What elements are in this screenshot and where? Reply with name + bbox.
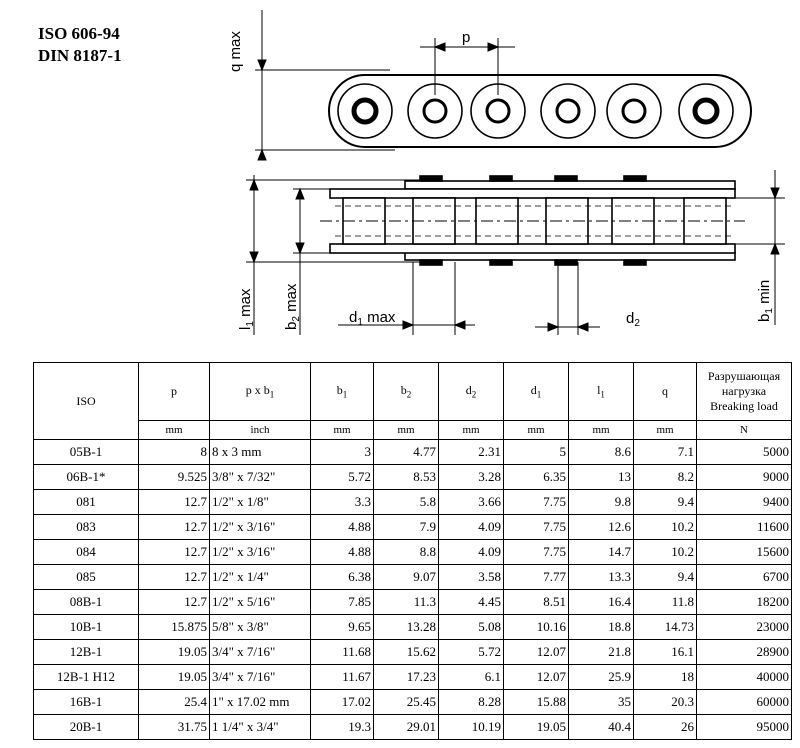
col-d1: $d_1$ — [504, 363, 569, 421]
cell-p: 9.525 — [139, 465, 210, 490]
cell-l1: 13.3 — [569, 565, 634, 590]
cell-d2: 8.28 — [439, 690, 504, 715]
cell-pb: 3/4" x 7/16" — [210, 665, 311, 690]
cell-load: 40000 — [697, 665, 792, 690]
col-d2: $d_2$ — [439, 363, 504, 421]
chain-spec-table — [33, 362, 792, 740]
cell-b1: 4.88 — [311, 540, 374, 565]
table-row — [34, 665, 792, 690]
cell-b2: 29.01 — [374, 715, 439, 740]
cell-pb: 1/2" x 3/16" — [210, 540, 311, 565]
cell-pb: 1/2" x 1/8" — [210, 490, 311, 515]
cell-q: 8.2 — [634, 465, 697, 490]
cell-b1: 19.3 — [311, 715, 374, 740]
table-row — [34, 515, 792, 540]
dimension-d2 — [535, 262, 600, 335]
cell-iso: 081 — [34, 490, 139, 515]
cell-pb: 1" x 17.02 mm — [210, 690, 311, 715]
cell-d2: 10.19 — [439, 715, 504, 740]
cell-b2: 15.62 — [374, 640, 439, 665]
cell-d1: 8.51 — [504, 590, 569, 615]
cell-p: 8 — [139, 440, 210, 465]
cell-d2: 6.1 — [439, 665, 504, 690]
cell-l1: 14.7 — [569, 540, 634, 565]
cell-l1: 40.4 — [569, 715, 634, 740]
cell-b1: 3 — [311, 440, 374, 465]
cell-b1: 6.38 — [311, 565, 374, 590]
table-row — [34, 590, 792, 615]
cell-d1: 5 — [504, 440, 569, 465]
cell-d1: 10.16 — [504, 615, 569, 640]
cell-iso: 20B-1 — [34, 715, 139, 740]
cell-q: 18 — [634, 665, 697, 690]
cell-p: 12.7 — [139, 540, 210, 565]
cell-l1: 21.8 — [569, 640, 634, 665]
cell-pb: 3/8" x 7/32" — [210, 465, 311, 490]
col-pxb1: p x $b_1$ — [210, 363, 311, 421]
table-row — [34, 565, 792, 590]
col-q: q — [634, 363, 697, 421]
cell-q: 14.73 — [634, 615, 697, 640]
standard-din: DIN 8187-1 — [38, 46, 122, 65]
cell-load: 18200 — [697, 590, 792, 615]
cell-b2: 11.3 — [374, 590, 439, 615]
col-breaking-load: Разрушающая нагрузка Breaking load — [697, 363, 792, 421]
cell-l1: 9.8 — [569, 490, 634, 515]
table-row — [34, 440, 792, 465]
cell-q: 20.3 — [634, 690, 697, 715]
cell-b1: 17.02 — [311, 690, 374, 715]
cell-b1: 11.68 — [311, 640, 374, 665]
label-b2-max: $b_2$ max — [283, 283, 302, 330]
cell-iso: 08B-1 — [34, 590, 139, 615]
unit-pxb1: inch — [210, 421, 311, 440]
table-row — [34, 715, 792, 740]
cell-load: 9000 — [697, 465, 792, 490]
cell-d2: 3.58 — [439, 565, 504, 590]
table-row — [34, 640, 792, 665]
cell-iso: 085 — [34, 565, 139, 590]
table-row — [34, 490, 792, 515]
cell-pb: 1/2" x 5/16" — [210, 590, 311, 615]
cell-l1: 12.6 — [569, 515, 634, 540]
cell-q: 9.4 — [634, 490, 697, 515]
cell-d2: 4.09 — [439, 540, 504, 565]
cell-d2: 4.45 — [439, 590, 504, 615]
label-p: p — [462, 29, 471, 46]
cell-p: 12.7 — [139, 565, 210, 590]
unit-p: mm — [139, 421, 210, 440]
cell-q: 11.8 — [634, 590, 697, 615]
cell-d2: 4.09 — [439, 515, 504, 540]
unit-q: mm — [634, 421, 697, 440]
cell-d1: 6.35 — [504, 465, 569, 490]
cell-l1: 16.4 — [569, 590, 634, 615]
cell-b1: 7.85 — [311, 590, 374, 615]
cell-b2: 25.45 — [374, 690, 439, 715]
chain-top-view — [320, 176, 745, 265]
cell-load: 9400 — [697, 490, 792, 515]
cell-b2: 4.77 — [374, 440, 439, 465]
cell-p: 12.7 — [139, 515, 210, 540]
cell-pb: 8 x 3 mm — [210, 440, 311, 465]
cell-l1: 35 — [569, 690, 634, 715]
cell-l1: 8.6 — [569, 440, 634, 465]
cell-b1: 11.67 — [311, 665, 374, 690]
table-row — [34, 540, 792, 565]
cell-load: 6700 — [697, 565, 792, 590]
cell-d2: 2.31 — [439, 440, 504, 465]
cell-b1: 4.88 — [311, 515, 374, 540]
unit-load: N — [697, 421, 792, 440]
cell-d1: 7.75 — [504, 515, 569, 540]
cell-d1: 12.07 — [504, 665, 569, 690]
cell-load: 60000 — [697, 690, 792, 715]
cell-d2: 5.72 — [439, 640, 504, 665]
unit-b1: mm — [311, 421, 374, 440]
cell-q: 10.2 — [634, 540, 697, 565]
col-p: p — [139, 363, 210, 421]
cell-b2: 7.9 — [374, 515, 439, 540]
cell-b2: 8.53 — [374, 465, 439, 490]
cell-iso: 12B-1 — [34, 640, 139, 665]
cell-iso: 06B-1* — [34, 465, 139, 490]
cell-d2: 3.28 — [439, 465, 504, 490]
col-b1: $b_1$ — [311, 363, 374, 421]
table-row — [34, 465, 792, 490]
col-iso: ISO — [34, 363, 139, 440]
cell-d1: 12.07 — [504, 640, 569, 665]
unit-l1: mm — [569, 421, 634, 440]
cell-b2: 13.28 — [374, 615, 439, 640]
cell-b2: 9.07 — [374, 565, 439, 590]
cell-q: 10.2 — [634, 515, 697, 540]
table-row — [34, 615, 792, 640]
cell-p: 25.4 — [139, 690, 210, 715]
cell-pb: 3/4" x 7/16" — [210, 640, 311, 665]
cell-p: 12.7 — [139, 590, 210, 615]
cell-b2: 8.8 — [374, 540, 439, 565]
cell-iso: 10B-1 — [34, 615, 139, 640]
chain-drawing — [0, 0, 800, 355]
standard-iso: ISO 606-94 — [38, 24, 120, 43]
cell-p: 19.05 — [139, 665, 210, 690]
cell-q: 16.1 — [634, 640, 697, 665]
cell-b2: 17.23 — [374, 665, 439, 690]
table-row — [34, 690, 792, 715]
label-d1-max: $d_1$ max — [349, 309, 396, 328]
cell-d1: 15.88 — [504, 690, 569, 715]
table-body — [34, 440, 792, 740]
cell-p: 19.05 — [139, 640, 210, 665]
cell-d2: 5.08 — [439, 615, 504, 640]
unit-b2: mm — [374, 421, 439, 440]
col-l1: $l_1$ — [569, 363, 634, 421]
label-b1-min: $b_1$ min — [756, 279, 775, 322]
cell-iso: 16B-1 — [34, 690, 139, 715]
cell-q: 7.1 — [634, 440, 697, 465]
cell-d1: 7.75 — [504, 540, 569, 565]
cell-load: 28900 — [697, 640, 792, 665]
cell-q: 9.4 — [634, 565, 697, 590]
cell-d1: 19.05 — [504, 715, 569, 740]
cell-load: 15600 — [697, 540, 792, 565]
cell-iso: 05B-1 — [34, 440, 139, 465]
cell-q: 26 — [634, 715, 697, 740]
cell-l1: 18.8 — [569, 615, 634, 640]
cell-l1: 13 — [569, 465, 634, 490]
cell-d2: 3.66 — [439, 490, 504, 515]
unit-d1: mm — [504, 421, 569, 440]
cell-load: 5000 — [697, 440, 792, 465]
label-l1-max: $l_1$ max — [237, 288, 256, 330]
cell-pb: 1/2" x 3/16" — [210, 515, 311, 540]
label-d2: $d_2$ — [626, 310, 640, 329]
cell-p: 12.7 — [139, 490, 210, 515]
cell-iso: 083 — [34, 515, 139, 540]
cell-iso: 084 — [34, 540, 139, 565]
cell-pb: 5/8" x 3/8" — [210, 615, 311, 640]
cell-load: 23000 — [697, 615, 792, 640]
label-q-max: q max — [227, 31, 244, 72]
cell-d1: 7.77 — [504, 565, 569, 590]
cell-pb: 1/2" x 1/4" — [210, 565, 311, 590]
cell-load: 95000 — [697, 715, 792, 740]
cell-p: 31.75 — [139, 715, 210, 740]
cell-b2: 5.8 — [374, 490, 439, 515]
unit-d2: mm — [439, 421, 504, 440]
cell-iso: 12B-1 H12 — [34, 665, 139, 690]
cell-b1: 3.3 — [311, 490, 374, 515]
cell-b1: 9.65 — [311, 615, 374, 640]
cell-pb: 1 1/4" x 3/4" — [210, 715, 311, 740]
col-b2: $b_2$ — [374, 363, 439, 421]
cell-l1: 25.9 — [569, 665, 634, 690]
cell-load: 11600 — [697, 515, 792, 540]
cell-d1: 7.75 — [504, 490, 569, 515]
cell-p: 15.875 — [139, 615, 210, 640]
cell-b1: 5.72 — [311, 465, 374, 490]
chain-side-view — [329, 75, 751, 147]
